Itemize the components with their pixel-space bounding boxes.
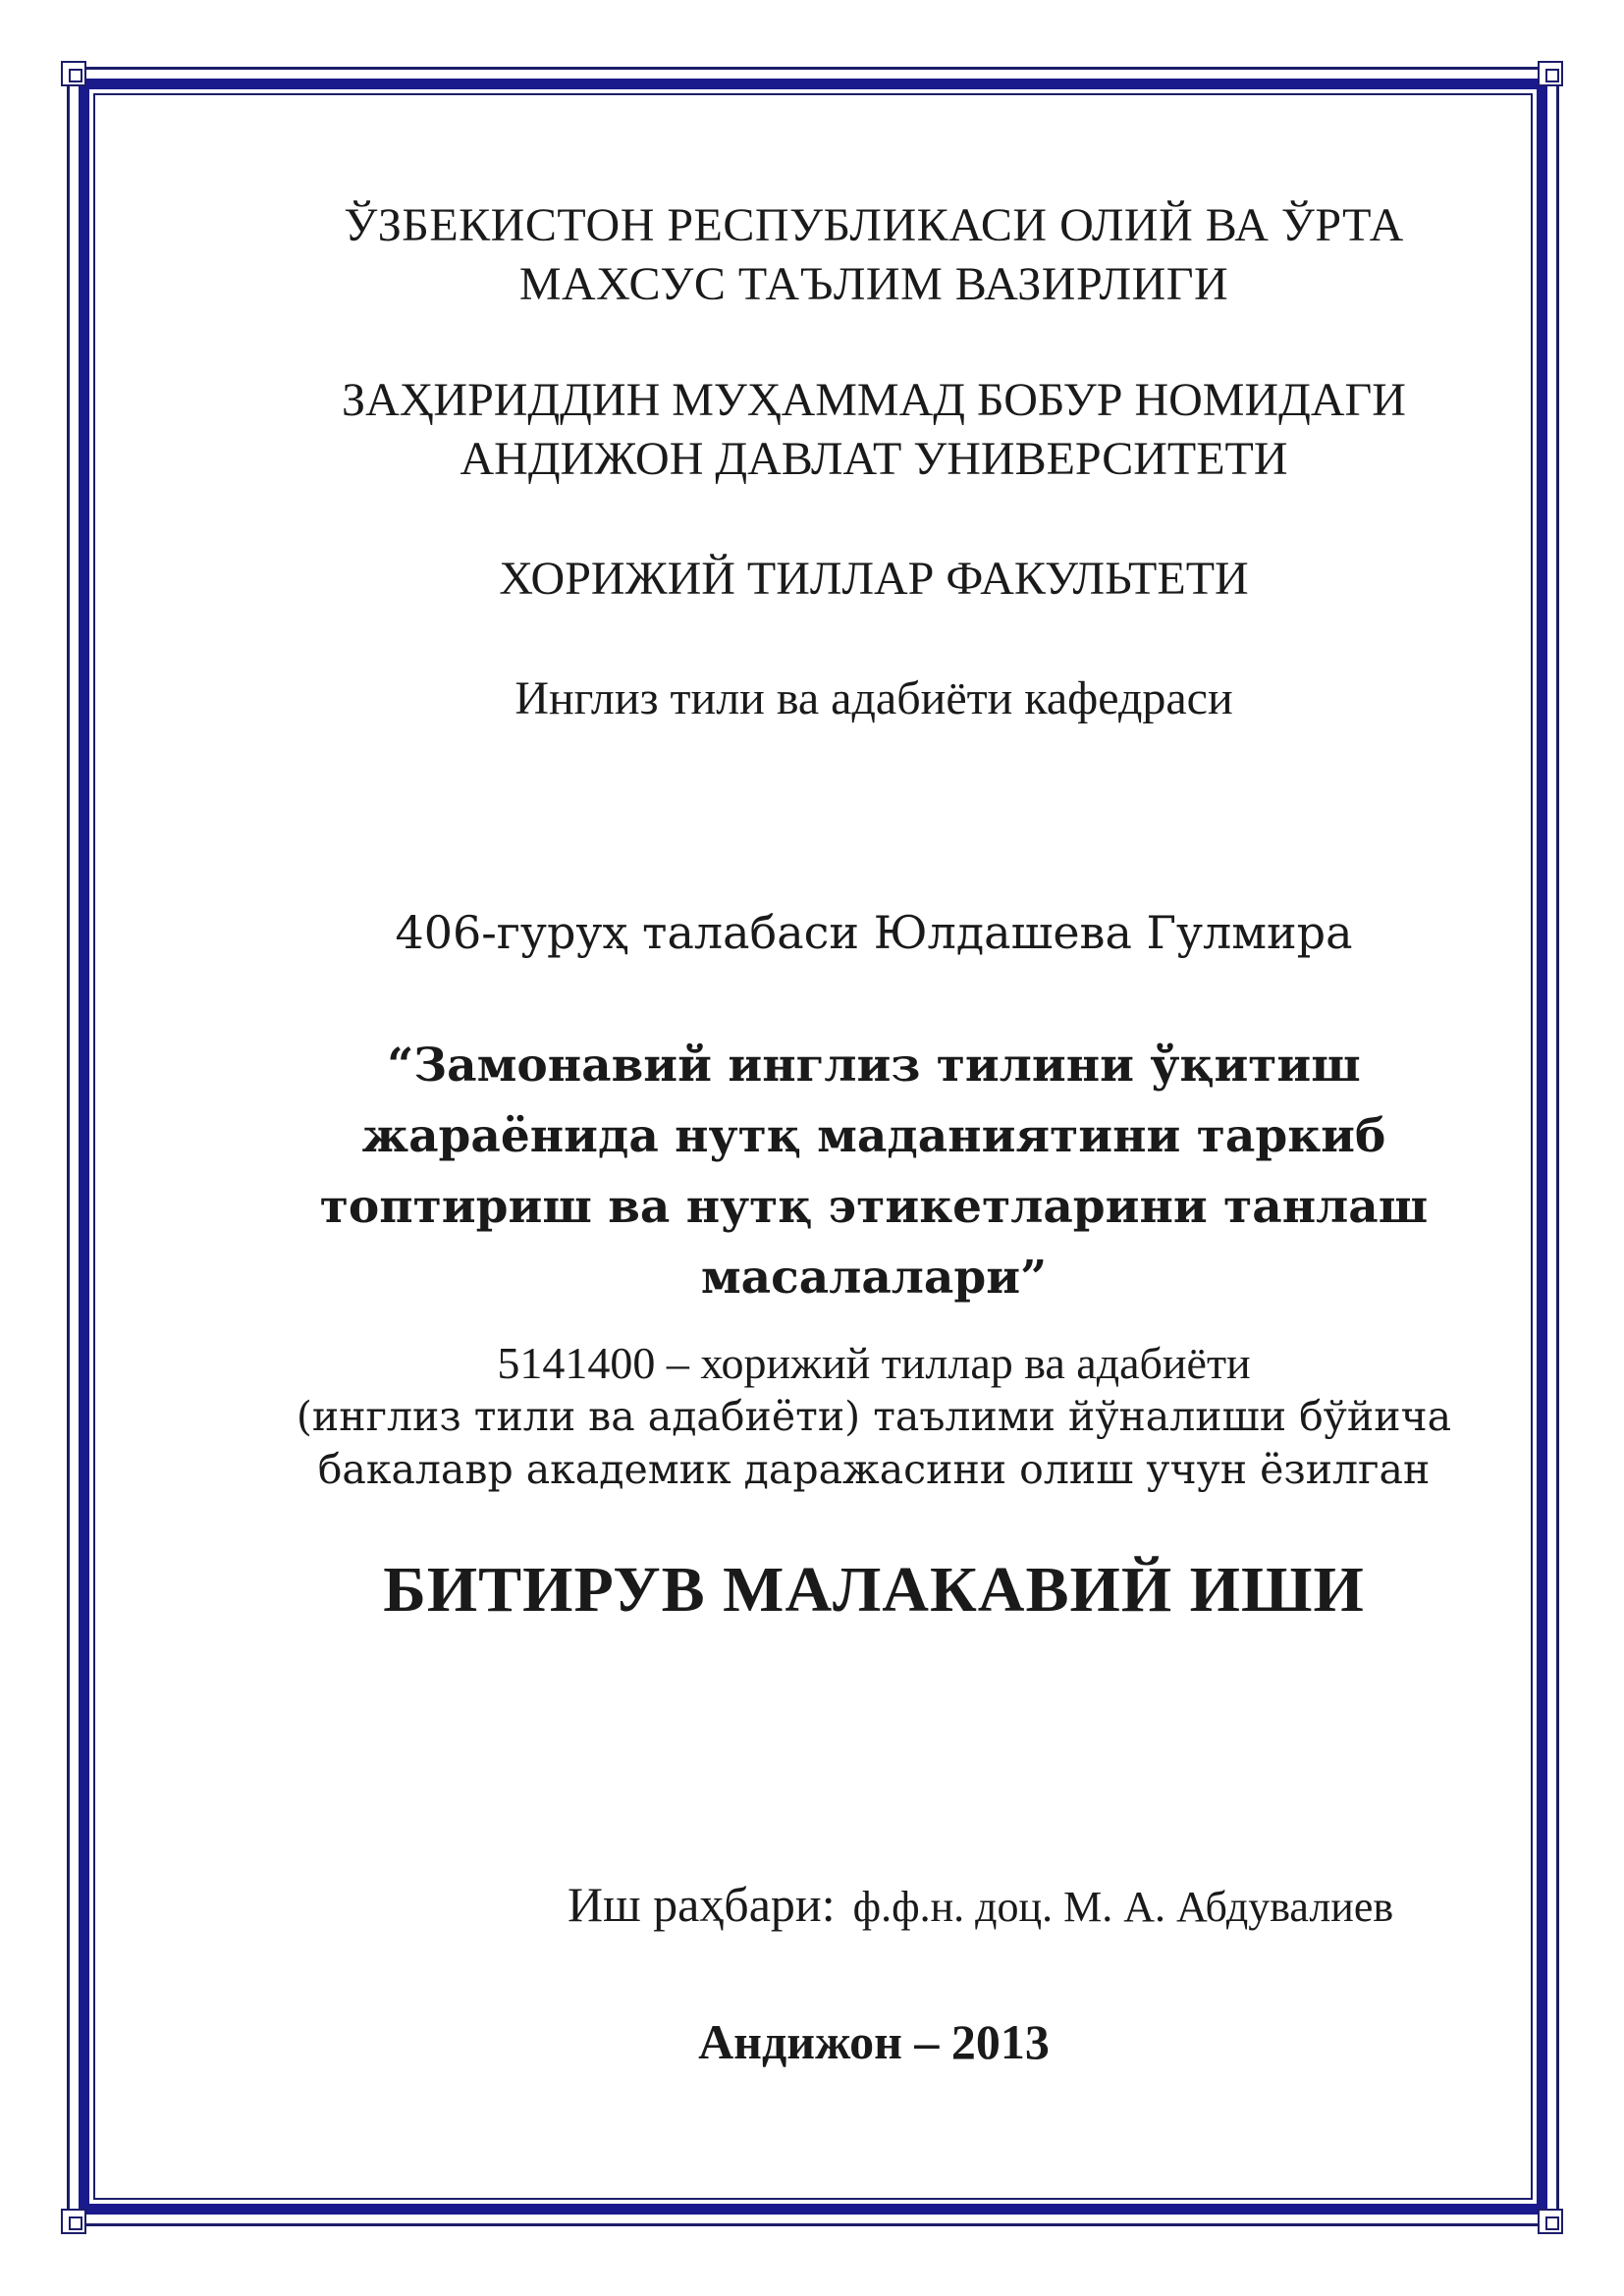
specialty-line-1: 5141400 – хорижий тиллар ва адабиёти [497, 1338, 1251, 1388]
frame-corner-top-left [61, 61, 86, 86]
university-heading [137, 371, 1610, 489]
supervisor-label: Иш раҳбари: [568, 1877, 836, 1932]
thesis-title-line-4: масалалари” [700, 1251, 1048, 1305]
student-info: 406-гуруҳ талабаси Юлдашева Гулмира [395, 906, 1353, 959]
specialty-line-3: бакалавр академик даражасини олиш учун ёзилган [317, 1446, 1431, 1493]
faculty-heading: ХОРИЖИЙ ТИЛЛАР ФАКУЛЬТЕТИ [499, 553, 1249, 605]
thesis-title-line-3: топтириш ва нутқ этикетларини танлаш [319, 1180, 1429, 1234]
frame-corner-top-right [1538, 61, 1563, 86]
work-type-heading: БИТИРУВ МАЛАКАВИЙ ИШИ [383, 1554, 1365, 1626]
city-year: Андижон – 2013 [698, 2014, 1050, 2069]
university-line-2: АНДИЖОН ДАВЛАТ УНИВЕРСИТЕТИ [460, 433, 1288, 485]
frame-corner-bottom-left [61, 2209, 86, 2234]
thesis-title-line-2: жараёнида нутқ маданиятини таркиб [361, 1109, 1386, 1163]
specialty-line-2: (инглиз тили ва адабиёти) таълими йўналиши бўйича [296, 1393, 1452, 1440]
specialty-description [137, 1337, 1610, 1496]
thesis-title [137, 1031, 1610, 1313]
ministry-line-1: ЎЗБЕКИСТОН РЕСПУБЛИКАСИ ОЛИЙ ВА ЎРТА [344, 199, 1404, 251]
supervisor-name: ф.ф.н. доц. М. А. Абдувалиев [852, 1883, 1394, 1931]
university-line-1: ЗАҲИРИДДИН МУҲАММАД БОБУР НОМИДАГИ [342, 374, 1406, 426]
frame-corner-bottom-right [1538, 2209, 1563, 2234]
thesis-title-line-1: “Замонавий инглиз тилини ўқитиш [387, 1039, 1361, 1093]
department-heading: Инглиз тили ва адабиёти кафедраси [514, 672, 1233, 724]
supervisor-info [568, 1875, 1393, 1937]
ministry-line-2: МАХСУС ТАЪЛИМ ВАЗИРЛИГИ [518, 258, 1229, 310]
ministry-heading [137, 196, 1610, 314]
